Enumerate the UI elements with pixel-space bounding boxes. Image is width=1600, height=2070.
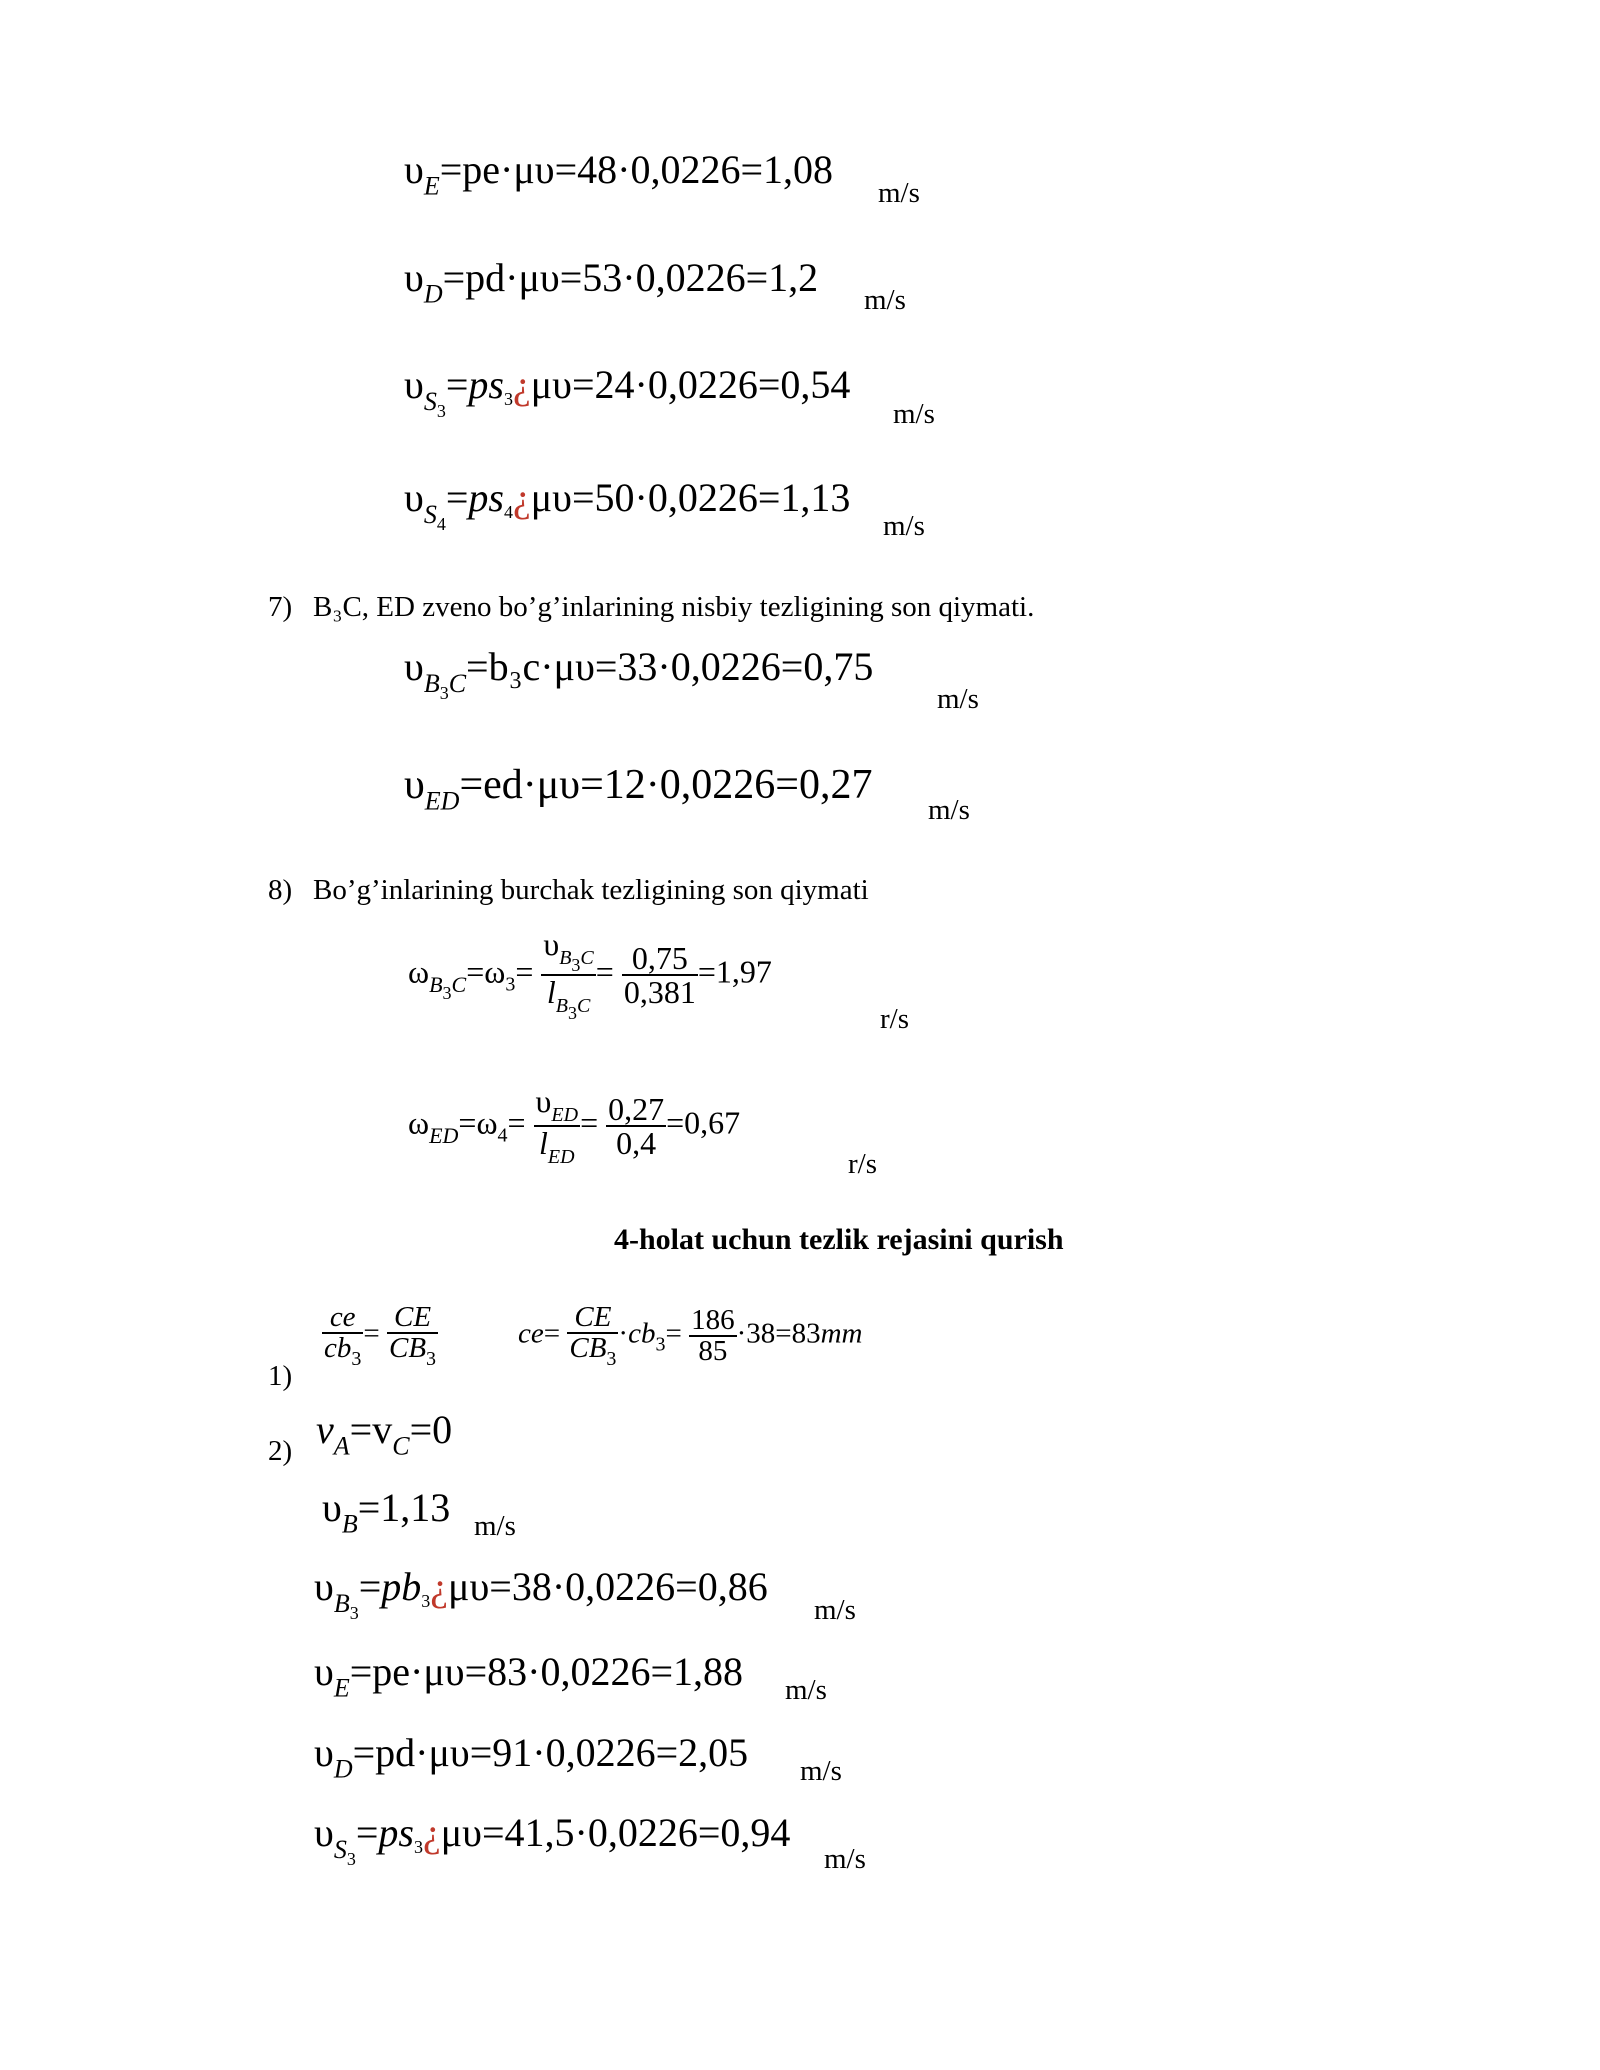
section-title: 4-holat uchun tezlik rejasini qurish xyxy=(614,1223,1064,1256)
unit-vb3: m/s xyxy=(814,1594,856,1626)
fraction-v-over-l: $\frac{\upsilon_{B3C}}{l_{B3C}}$ xyxy=(543,926,594,1024)
eq-ratio: $\frac{ce}{cb_3}$ = $\frac{CE}{CB_3}$ xyxy=(324,1301,437,1370)
eq-vb: $\upsilon_B=1,13$ xyxy=(322,1485,451,1539)
unit-ve-1: m/s xyxy=(878,177,920,209)
eq-omega-ed: $\omega_{ED}=\omega_4=$ $\frac{\upsilon_{ED}}{l_{ED}}$ = $\frac{0,27}{0,4}$ =0,67 xyxy=(408,1083,741,1168)
unit-vd-2: m/s xyxy=(800,1755,842,1787)
eq-omega-b3c: $\omega_{B_3C}=\omega_3=$ $\frac{\upsilon_{B3C}}{l_{B3C}}$ = $\frac{0,75}{0,381}$ =1,97 xyxy=(408,926,772,1024)
eq-vs4-1: $\upsilon_{S_4}=ps4¿\mu\upsilon=50\cdot 0,0226=1,13$ xyxy=(404,475,851,534)
eq-vd-1: $\upsilon_D=pd\cdot\mu\upsilon=53\cdot 0,0226=1,2$ xyxy=(404,255,819,309)
eq-vb3: $\upsilon_{B_3}=pb3¿\mu\upsilon=38\cdot 0,0226=0,86$ xyxy=(314,1564,768,1623)
fraction-CE-CB3: $\frac{CE}{CB_3}$ xyxy=(388,1301,437,1370)
eq-ved: $\upsilon_{ED}=ed\cdot\mu\upsilon=12\cdot 0,0226=0,27$ xyxy=(404,762,873,816)
fraction-CE-CB3-2: $\frac{CE}{CB_3}$ xyxy=(569,1301,617,1370)
eq-vd-2: $\upsilon_D=pd\cdot\mu\upsilon=91\cdot 0,0226=2,05$ xyxy=(314,1730,749,1784)
fraction-values-ed: $\frac{0,27}{0,4}$ xyxy=(608,1091,665,1161)
fraction-values: $\frac{0,75}{0,381}$ xyxy=(623,940,696,1011)
unit-vs4-1: m/s xyxy=(883,510,925,542)
unit-omega-ed: r/s xyxy=(848,1148,877,1180)
unit-vs3-1: m/s xyxy=(893,398,935,430)
item-2-number: 2) xyxy=(268,1435,293,1467)
item-8-text: Bo’g’inlarining burchak tezligining son qiymati xyxy=(313,874,869,906)
unit-omega-b3c: r/s xyxy=(880,1003,909,1035)
eq-ve-1: $\upsilon_E=pe\cdot\mu\upsilon=48\cdot 0,0226=1,08$ xyxy=(404,147,834,201)
unit-ved: m/s xyxy=(928,794,970,826)
eq-vs3-2: $\upsilon_{S_3}=ps3¿\mu\upsilon=41,5\cdot 0,0226=0,94$ xyxy=(314,1810,791,1869)
unit-vs3-2: m/s xyxy=(824,1843,866,1875)
eq-ce: ce= $\frac{CE}{CB_3}$ $\cdot cb_3=$ $\frac{186}{85}$ ·38=83mm xyxy=(518,1301,863,1370)
item-7-number: 7) xyxy=(268,591,293,623)
unit-vb: m/s xyxy=(474,1510,516,1542)
fraction-v-over-l-ed: $\frac{\upsilon_{ED}}{l_{ED}}$ xyxy=(535,1083,579,1168)
fraction-ce-cb3: $\frac{ce}{cb_3}$ xyxy=(324,1301,362,1370)
unit-vb3c: m/s xyxy=(937,683,979,715)
eq-va-vc: $v_A=v_C=0$ xyxy=(316,1407,453,1461)
eq-ve-2: $\upsilon_E=pe\cdot\mu\upsilon=83\cdot 0,0226=1,88$ xyxy=(314,1649,744,1703)
eq-vb3c: $\upsilon_{B_3C}=b_3c\cdot\mu\upsilon=33\cdot 0,0226=0,75$ xyxy=(404,644,874,703)
eq-vs3-1: $\upsilon_{S_3}=ps3¿\mu\upsilon=24\cdot 0,0226=0,54$ xyxy=(404,362,851,421)
fraction-186-85: $\frac{186}{85}$ xyxy=(691,1304,735,1367)
unit-vd-1: m/s xyxy=(864,284,906,316)
item-8-number: 8) xyxy=(268,874,293,906)
item-7-text: B₃C, ED zveno bo’g’inlarining nisbiy tezligining son qiymati. xyxy=(313,591,1035,623)
unit-ve-2: m/s xyxy=(785,1674,827,1706)
item-1-number: 1) xyxy=(268,1360,293,1392)
